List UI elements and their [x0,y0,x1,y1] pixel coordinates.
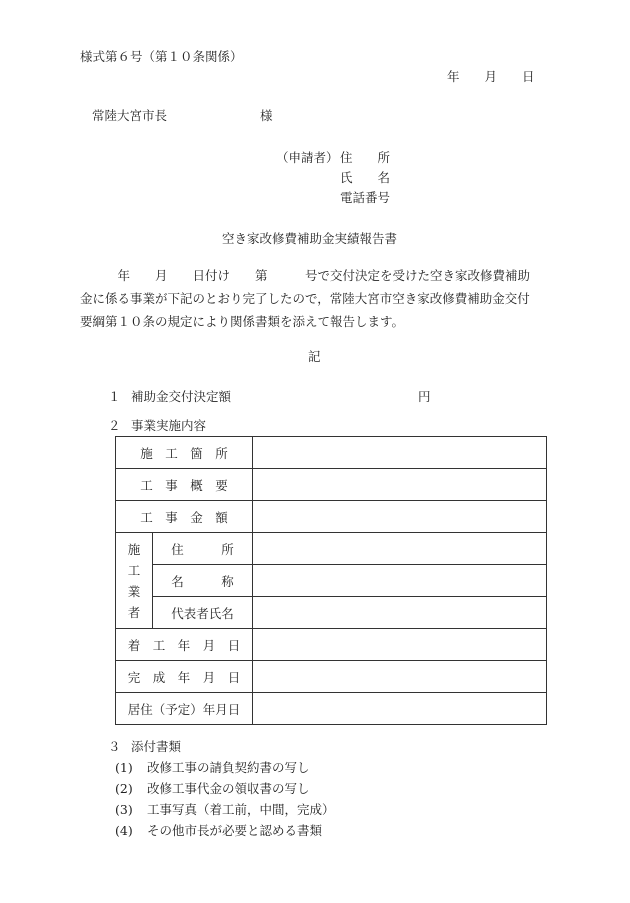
contractor-char: 業 [127,583,141,599]
item3-label: 添付書類 [131,739,182,754]
site-value [253,437,547,469]
attachment-number: (2) [115,781,133,796]
attachment-number: (3) [115,802,133,817]
item1-unit: 円 [418,389,431,404]
contractor-label [116,533,153,629]
body-line: 年 月 日付け 第 号で交付決定を受けた空き家改修費補助 [80,268,531,283]
date-line: 年 月 日 [447,69,535,84]
amount-value [253,501,547,533]
table-row [116,501,547,533]
table-row [116,693,547,725]
contractor-name-label: 名 称 [153,565,253,597]
table-row [116,469,547,501]
attachment-item [115,825,322,838]
attachment-text: その他市長が必要と認める書類 [147,823,323,838]
contractor-char: 工 [127,562,141,578]
body-line: 金に係る事業が下記のとおり完了したので，常陸大宮市空き家改修費補助金交付 [80,291,530,306]
contractor-name-value [253,565,547,597]
addressee: 常陸大宮市長 [92,108,168,123]
start-date-label: 着 工 年 月 日 [116,629,253,661]
attachment-item [115,762,310,775]
item3-number: ３ [108,739,121,754]
contractor-address-value [253,533,547,565]
ki-heading: 記 [308,349,321,364]
contractor-char: 者 [127,604,141,620]
overview-label: 工 事 概 要 [116,469,253,501]
residence-date-label: 居住（予定）年月日 [116,693,253,725]
residence-date-value [253,693,547,725]
attachment-item [115,783,310,796]
table-row [116,533,547,565]
applicant-name-label: 氏 名 [340,170,391,185]
table-row [116,597,547,629]
table-row [116,437,547,469]
applicant-phone-label: 電話番号 [340,190,391,205]
contractor-rep-value [253,597,547,629]
form-number: 様式第６号（第１０条関係） [80,49,243,64]
site-label: 施 工 箇 所 [116,437,253,469]
table-row [116,629,547,661]
document-title: 空き家改修費補助金実績報告書 [222,231,398,246]
item1-number: １ [108,389,121,404]
contractor-char: 施 [127,541,141,557]
applicant-address-label: 住 所 [340,150,391,165]
table-row [116,661,547,693]
attachment-text: 工事写真（着工前，中間，完成） [147,802,335,817]
attachment-number: (4) [115,823,133,838]
amount-label: 工 事 金 額 [116,501,253,533]
item2-number: ２ [108,418,121,433]
table-row [116,565,547,597]
addressee-honorific: 様 [260,108,273,123]
contractor-address-label: 住 所 [153,533,253,565]
attachment-number: (1) [115,760,133,775]
attachment-item [115,804,335,817]
item1-label: 補助金交付決定額 [131,389,232,404]
applicant-label: （申請者） [276,150,339,165]
attachment-text: 改修工事代金の領収書の写し [147,781,310,796]
start-date-value [253,629,547,661]
completion-date-label: 完 成 年 月 日 [116,661,253,693]
body-paragraph [80,264,560,333]
item2-label: 事業実施内容 [131,418,207,433]
body-line: 要綱第１０条の規定により関係書類を添えて報告します。 [80,314,405,329]
project-details-table [115,436,547,725]
attachment-text: 改修工事の請負契約書の写し [147,760,310,775]
overview-value [253,469,547,501]
completion-date-value [253,661,547,693]
contractor-rep-label: 代表者氏名 [153,597,253,629]
